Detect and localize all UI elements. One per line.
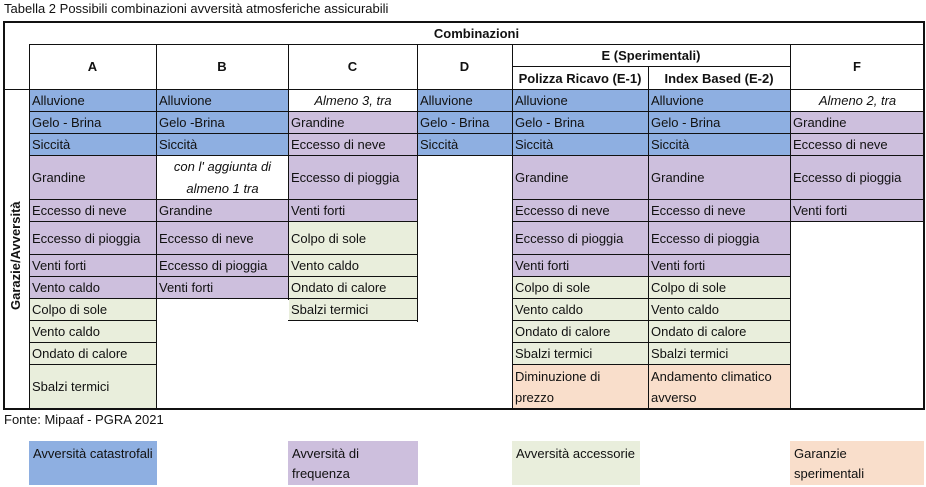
grid-line	[790, 89, 791, 409]
legend-accessorie: Avversità accessorie	[512, 441, 640, 485]
cell-a-8: Vento caldo	[30, 277, 156, 299]
cell-e2-2: Gelo - Brina	[649, 112, 790, 134]
grid-line	[512, 298, 790, 299]
grid-line	[29, 89, 30, 409]
grid-line	[512, 364, 790, 365]
cell-e1-7: Venti forti	[513, 255, 648, 277]
cell-e1-8: Colpo di sole	[513, 277, 648, 299]
grid-line	[648, 66, 649, 90]
grid-line	[3, 89, 924, 90]
cell-c-6: Colpo di sole	[289, 222, 417, 255]
header-col-f: F	[853, 59, 861, 74]
cell-a-4: Grandine	[30, 156, 156, 200]
cell-a-10: Vento caldo	[30, 321, 156, 343]
legend-catastrofali: Avversità catastrofali	[29, 441, 157, 485]
cell-e1-10: Ondato di calore	[513, 321, 648, 343]
cell-a-11: Ondato di calore	[30, 343, 156, 365]
cell-b-7: Eccesso di pioggia	[157, 255, 288, 277]
side-label: Garazie/Avversità	[8, 201, 23, 310]
grid-line	[288, 89, 289, 300]
cell-b-8: Venti forti	[157, 277, 288, 299]
cell-e1-5: Eccesso di neve	[513, 200, 648, 222]
cell-f-5: Venti forti	[791, 200, 924, 222]
cell-b-2: Gelo -Brina	[157, 112, 288, 134]
grid-line	[417, 44, 418, 90]
cell-b-6: Eccesso di neve	[157, 222, 288, 255]
grid-line	[417, 89, 418, 322]
grid-line	[29, 199, 418, 200]
cell-e1-11: Sbalzi termici	[513, 343, 648, 365]
cell-e2-10: Ondato di calore	[649, 321, 790, 343]
grid-line	[790, 221, 924, 222]
grid-line	[512, 199, 924, 200]
grid-line	[3, 408, 924, 410]
cell-c-7: Vento caldo	[289, 255, 417, 277]
cell-b-3: Siccità	[157, 134, 288, 156]
grid-line	[3, 21, 5, 410]
grid-line	[512, 276, 790, 277]
header-col-d: D	[459, 59, 470, 74]
cell-d-3: Siccità	[418, 134, 512, 156]
header-col-e: E (Sperimentali)	[601, 48, 701, 63]
cell-f-3: Eccesso di neve	[791, 134, 924, 156]
grid-line	[512, 44, 513, 90]
cell-e2-5: Eccesso di neve	[649, 200, 790, 222]
cell-a-5: Eccesso di neve	[30, 200, 156, 222]
cell-e1-12: Diminuzione di prezzo	[513, 365, 648, 408]
grid-line	[288, 44, 289, 90]
cell-e1-3: Siccità	[513, 134, 648, 156]
cell-a-1: Alluvione	[30, 90, 156, 112]
grid-line	[512, 89, 513, 409]
grid-line	[156, 44, 157, 90]
cell-c-5: Venti forti	[289, 200, 417, 222]
grid-line	[29, 155, 924, 156]
cell-e1-2: Gelo - Brina	[513, 112, 648, 134]
grid-line	[29, 298, 418, 299]
cell-e1-1: Alluvione	[513, 90, 648, 112]
cell-b-4: con l' aggiunta di almeno 1 tra	[173, 159, 272, 196]
cell-a-7: Venti forti	[30, 255, 156, 277]
cell-e2-6: Eccesso di pioggia	[649, 222, 790, 255]
grid-line	[3, 21, 924, 23]
cell-e2-3: Siccità	[649, 134, 790, 156]
cell-b-5: Grandine	[157, 200, 288, 222]
grid-line	[29, 221, 418, 222]
grid-line	[648, 89, 649, 409]
header-combinazioni: Combinazioni	[433, 25, 520, 41]
cell-b-1: Alluvione	[157, 90, 288, 112]
grid-line	[512, 320, 790, 321]
cell-a-3: Siccità	[30, 134, 156, 156]
header-col-e1: Polizza Ricavo (E-1)	[518, 70, 642, 86]
cell-e2-4: Grandine	[649, 156, 790, 200]
table-title: Tabella 2 Possibili combinazioni avversità atmosferiche assicurabili	[4, 1, 389, 16]
legend-sperimentali: Garanzie sperimentali	[790, 441, 924, 485]
cell-a-12: Sbalzi termici	[30, 365, 156, 408]
cell-e2-1: Alluvione	[649, 90, 790, 112]
grid-line	[29, 254, 418, 255]
grid-line	[29, 364, 157, 365]
grid-line	[512, 66, 790, 67]
cell-a-6: Eccesso di pioggia	[30, 222, 156, 255]
header-col-c: C	[347, 59, 358, 74]
cell-c-4: Eccesso di pioggia	[289, 156, 417, 200]
cell-e2-11: Sbalzi termici	[649, 343, 790, 365]
header-col-a: A	[87, 59, 98, 74]
header-col-e2: Index Based (E-2)	[664, 70, 774, 86]
grid-line	[29, 342, 157, 343]
cell-d-2: Gelo - Brina	[418, 112, 512, 134]
cell-e2-8: Colpo di sole	[649, 277, 790, 299]
cell-c-3: Eccesso di neve	[289, 134, 417, 156]
cell-c-9: Sbalzi termici	[289, 299, 417, 321]
cell-c-2: Grandine	[289, 112, 417, 134]
cell-e1-4: Grandine	[513, 156, 648, 200]
grid-line	[288, 320, 418, 321]
grid-line	[29, 44, 30, 90]
cell-c-8: Ondato di calore	[289, 277, 417, 299]
cell-e2-12: Andamento climatico avverso	[649, 365, 790, 408]
grid-line	[512, 342, 790, 343]
cell-f-1: Almeno 2, tra	[818, 93, 897, 108]
source-note: Fonte: Mipaaf - PGRA 2021	[4, 412, 164, 427]
cell-c-1: Almeno 3, tra	[314, 93, 392, 108]
cell-e2-9: Vento caldo	[649, 299, 790, 321]
grid-line	[29, 276, 418, 277]
cell-e1-9: Vento caldo	[513, 299, 648, 321]
cell-f-4: Eccesso di pioggia	[791, 156, 924, 200]
cell-e2-7: Venti forti	[649, 255, 790, 277]
grid-line	[29, 133, 924, 134]
grid-line	[156, 89, 157, 409]
grid-line	[29, 111, 924, 112]
cell-d-1: Alluvione	[418, 90, 512, 112]
cell-a-9: Colpo di sole	[30, 299, 156, 321]
cell-a-2: Gelo - Brina	[30, 112, 156, 134]
grid-line	[790, 44, 791, 90]
grid-line	[923, 21, 925, 410]
grid-line	[512, 254, 790, 255]
legend-frequenza: Avversità di frequenza	[288, 441, 418, 485]
header-col-b: B	[217, 59, 227, 74]
grid-line	[29, 320, 157, 321]
cell-f-2: Grandine	[791, 112, 924, 134]
cell-e1-6: Eccesso di pioggia	[513, 222, 648, 255]
